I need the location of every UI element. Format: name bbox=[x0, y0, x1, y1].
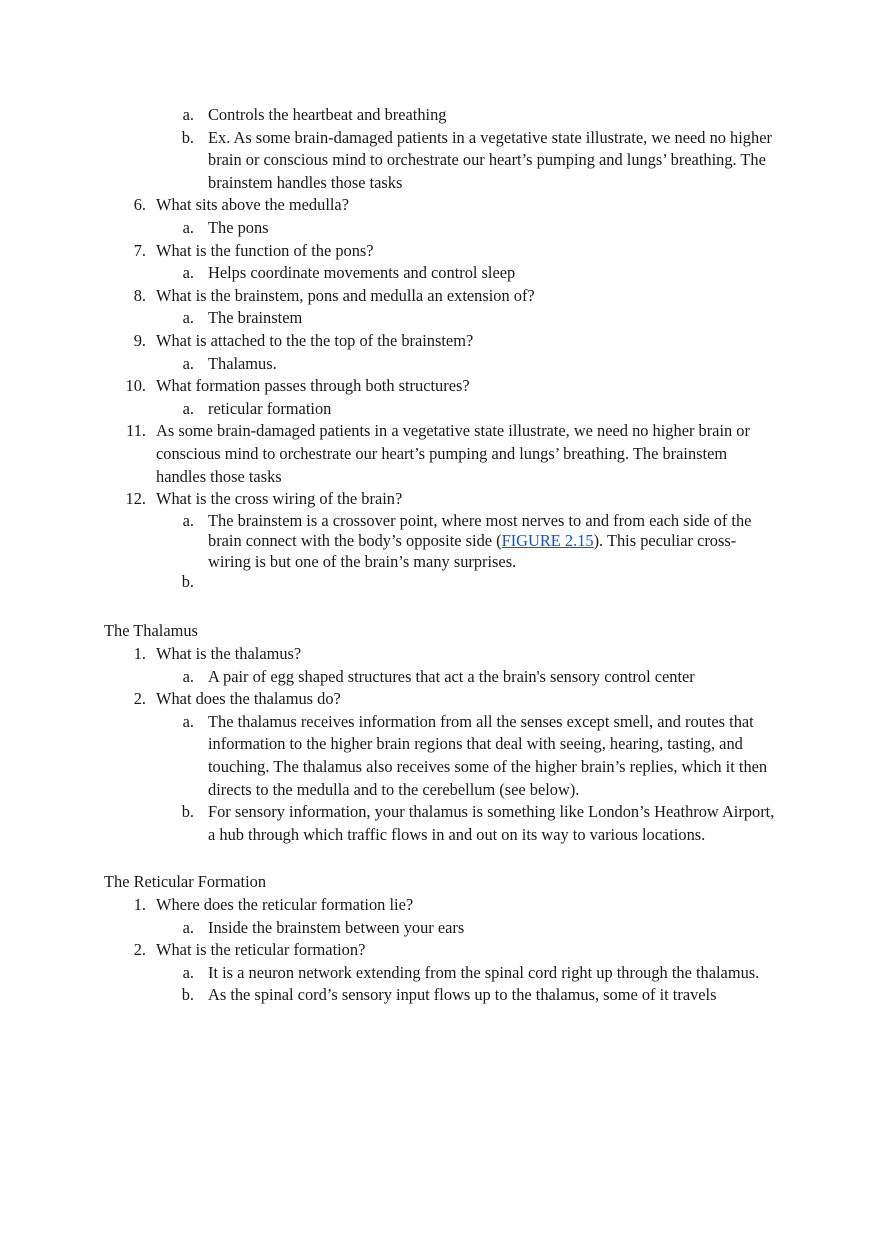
reticular-formation-questions bbox=[0, 894, 880, 1007]
answer-text: Ex. As some brain-damaged patients in a vegetative state illustrate, we need no higher brain or conscious mind to orchestrate our heart’s pumping and lungs’ breathing. The brainstem handles those tasks bbox=[208, 127, 772, 192]
answer-letter: b. bbox=[181, 985, 194, 1005]
question-text: What is the reticular formation? bbox=[156, 940, 366, 960]
answer-letter: b. bbox=[181, 572, 194, 592]
answer-text: The thalamus receives information from all the senses except smell, and routes that information to the higher brain regions that deal with seeing, hearing, tasting, and touching. The thalamus also receives some of the higher brain’s replies, which it then directs to the medulla and to the cerebellum (see below). bbox=[208, 711, 768, 799]
answer-item bbox=[0, 984, 778, 1007]
question-item bbox=[0, 285, 778, 308]
answer-item bbox=[0, 307, 778, 330]
answer-text: Inside the brainstem between your ears bbox=[208, 917, 465, 937]
question-item bbox=[0, 488, 778, 511]
question-number: 1. bbox=[133, 644, 146, 663]
answer-letter: a. bbox=[182, 398, 194, 418]
question-item bbox=[0, 194, 778, 217]
question-text: What is the cross wiring of the brain? bbox=[156, 489, 403, 509]
answer-letter: b. bbox=[181, 127, 194, 147]
question-item bbox=[0, 939, 778, 962]
answer-letter: a. bbox=[182, 666, 194, 686]
answer-text: It is a neuron network extending from the spinal cord right up through the thalamus. bbox=[208, 962, 760, 982]
answer-letter: a. bbox=[182, 263, 194, 283]
question-text: What does the thalamus do? bbox=[156, 689, 341, 709]
answer-item bbox=[0, 711, 778, 801]
answer-item bbox=[0, 801, 778, 846]
question-text: Where does the reticular formation lie? bbox=[156, 895, 414, 914]
question-number: 9. bbox=[133, 330, 146, 350]
question-text: What is the function of the pons? bbox=[156, 240, 374, 260]
question-number: 1. bbox=[133, 895, 146, 914]
question-number: 6. bbox=[133, 195, 146, 215]
answer-text: Helps coordinate movements and control sleep bbox=[208, 263, 516, 283]
question-item bbox=[0, 894, 778, 917]
answer-letter: a. bbox=[182, 510, 194, 530]
answer-letter: a. bbox=[182, 962, 194, 982]
question-item bbox=[0, 375, 778, 398]
answer-text: Thalamus. bbox=[208, 353, 277, 373]
answer-item bbox=[0, 127, 778, 195]
answer-letter: b. bbox=[181, 802, 194, 822]
question-item bbox=[0, 420, 778, 488]
answer-item bbox=[0, 353, 778, 376]
question-text: What is attached to the the top of the brainstem? bbox=[156, 330, 474, 350]
answer-item bbox=[0, 217, 778, 240]
answer-letter: a. bbox=[182, 353, 194, 373]
answer-item bbox=[0, 962, 778, 985]
answer-text: The pons bbox=[208, 217, 269, 237]
question-item bbox=[0, 330, 778, 353]
question-number: 11. bbox=[126, 421, 146, 441]
answer-text-before-link: The brainstem is a crossover point, where most nerves to and from each side of the brain connect with the body’s opposite side ( bbox=[208, 510, 752, 551]
section-heading-reticular-formation: The Reticular Formation bbox=[104, 872, 267, 891]
answer-item bbox=[0, 666, 778, 689]
answer-letter: a. bbox=[182, 308, 194, 328]
answer-item bbox=[0, 262, 778, 285]
answer-text: reticular formation bbox=[208, 398, 332, 418]
answer-letter: a. bbox=[182, 917, 194, 937]
question-number: 8. bbox=[133, 285, 146, 305]
answer-text: A pair of egg shaped structures that act a the brain's sensory control center bbox=[208, 666, 695, 686]
answer-item bbox=[0, 104, 778, 127]
question-number: 7. bbox=[133, 240, 146, 260]
answer-item bbox=[0, 398, 778, 421]
brainstem-questions bbox=[0, 104, 880, 593]
question-text: What is the thalamus? bbox=[156, 644, 302, 663]
question-number: 2. bbox=[133, 689, 146, 709]
answer-text: For sensory information, your thalamus is something like London’s Heathrow Airport, a hub through which traffic flows in and out on its way to various locations. bbox=[208, 802, 775, 844]
question-text: What is the brainstem, pons and medulla an extension of? bbox=[156, 285, 535, 305]
answer-text: The brainstem bbox=[208, 308, 303, 328]
answer-letter: a. bbox=[182, 711, 194, 731]
question-number: 2. bbox=[133, 940, 146, 960]
question-text: What formation passes through both structures? bbox=[156, 376, 470, 396]
answer-item bbox=[0, 917, 778, 940]
question-item bbox=[0, 240, 778, 263]
section-heading-thalamus: The Thalamus bbox=[104, 621, 198, 640]
answer-text: As the spinal cord’s sensory input flows up to the thalamus, some of it travels bbox=[208, 985, 717, 1005]
question-item bbox=[0, 643, 778, 666]
question-text: What sits above the medulla? bbox=[156, 195, 349, 215]
question-item bbox=[0, 688, 778, 711]
answer-text: Controls the heartbeat and breathing bbox=[208, 105, 447, 124]
thalamus-questions bbox=[0, 643, 880, 846]
figure-link[interactable]: FIGURE 2.15 bbox=[501, 531, 594, 551]
answer-letter: a. bbox=[182, 217, 194, 237]
question-number: 12. bbox=[125, 489, 146, 509]
question-text: As some brain-damaged patients in a vegetative state illustrate, we need no higher brain or conscious mind to orchestrate our heart’s pumping and lungs’ breathing. The brainstem handles those tasks bbox=[156, 421, 750, 486]
answer-text-after-link: ). This peculiar cross-wiring is but one of the brain’s many surprises. bbox=[208, 531, 737, 571]
question-number: 10. bbox=[125, 376, 146, 396]
answer-item-empty bbox=[0, 572, 778, 593]
answer-letter: a. bbox=[182, 105, 194, 124]
answer-text bbox=[208, 572, 212, 591]
answer-item bbox=[0, 511, 778, 573]
